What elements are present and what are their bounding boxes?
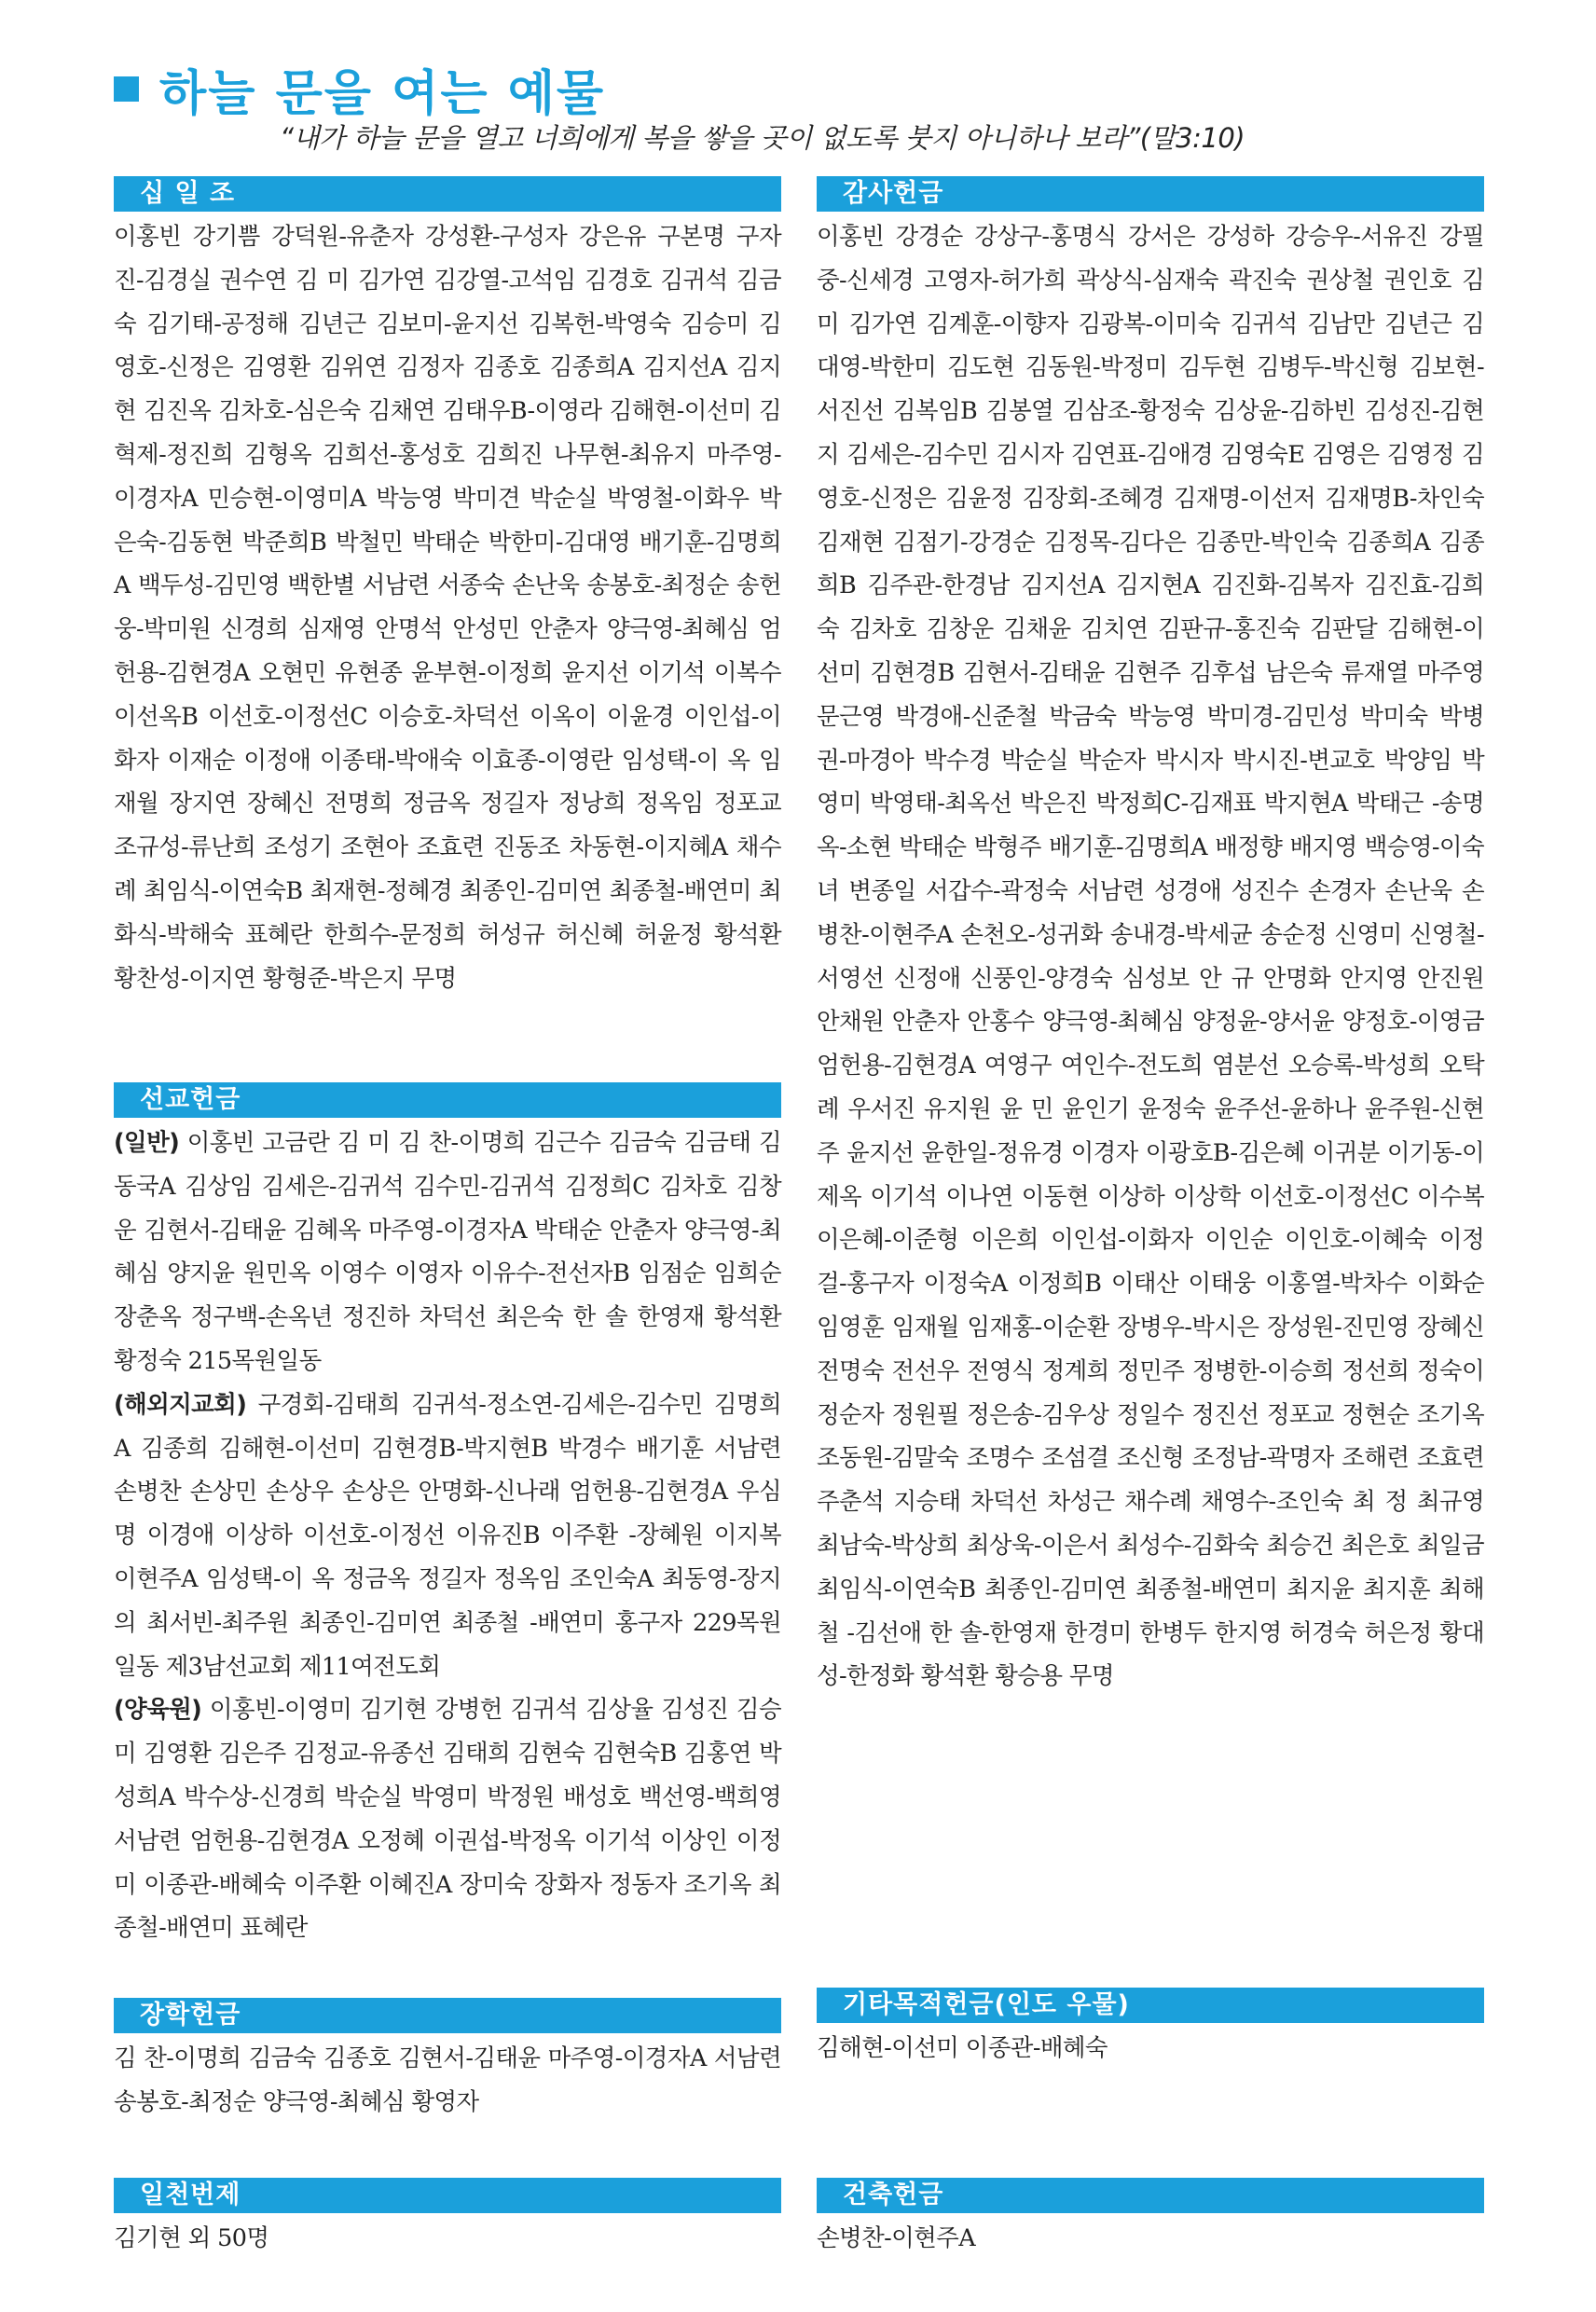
section-building-names: 손병찬-이현주A bbox=[817, 2224, 976, 2252]
title-square-icon bbox=[114, 76, 139, 102]
mission-tag-general: (일반) bbox=[114, 1129, 180, 1157]
bible-verse: “내가 하늘 문을 열고 너희에게 복을 쌓을 곳이 없도록 붓지 아니하나 보라”(말3:10) bbox=[280, 122, 1245, 154]
section-thousand-title: 일천번제 bbox=[114, 2178, 781, 2213]
section-tithe-names: 이홍빈 강기쁨 강덕원-유춘자 강성환-구성자 강은유 구본명 구자진-김경실 권수연 김 미 김가연 김강열-고석임 김경호 김귀석 김금숙 김기태-공정해 김년근 김보미-윤지선 김복헌-박영숙 김승미 김영호-신정은 김영환 김위연 김정자 김종호 김종희A 김지선A 김지현 김진옥 김차호-심은숙 김채연 김태우B-이영라 김해현-이선미 김혁제-정진희 김형옥 김희선-홍성호 김희진 나무현-최유지 마주영-이경자A 민승현-이영미A 박능영 박미견 박순실 박영철-이화우 박은숙-김동현 박준희B 박철민 박태순 박한미-김대영 배기훈-김명희A 백두성-김민영 백한별 서남련 서종숙 손난욱 송봉호-최정순 송헌웅-박미원 신경희 심재영 안명석 안성민 안춘자 양극영-최혜심 엄헌용-김현경A 오현민 유현종 윤부현-이정희 윤지선 이기석 이복수 이선옥B 이선호-이정선C 이승호-차덕선 이옥이 이윤경 이인섭-이화자 이재순 이정애 이종태-박애숙 이효종-이영란 임성택-이 옥 임재월 장지연 장혜신 전명희 정금옥 정길자 정낭희 정옥임 정포교 조규성-류난희 조성기 조현아 조효련 진동조 차동현-이지혜A 채수례 최임식-이연숙B 최재현-정혜경 최종인-김미연 최종철-배연미 최화식-박해숙 표혜란 한희수-문정희 허성규 허신혜 허윤정 황석환 황찬성-이지연 황형준-박은지 무명 bbox=[114, 223, 781, 993]
section-tithe-title: 십 일 조 bbox=[114, 176, 781, 212]
section-other-names: 김해현-이선미 이종관-배혜숙 bbox=[817, 2034, 1108, 2062]
mission-general-names: 이홍빈 고금란 김 미 김 찬-이명희 김근수 김금숙 김금태 김동국A 김상임 김세은-김귀석 김수민-김귀석 김정희C 김차호 김창운 김현서-김태윤 김혜옥 마주영-이경자A 박태순 안춘자 양극영-최혜심 양지윤 원민옥 이영수 이영자 이유수-전선자B 임점순 임희순 장춘옥 정구백-손옥년 정진하 차덕선 최은숙 한 솔 한영재 황석환 황정숙 215목원일동 bbox=[114, 1129, 781, 1375]
section-thanks bbox=[817, 176, 1484, 1699]
mission-paragraph-nurture bbox=[114, 1688, 781, 1950]
mission-nurture-names: 이홍빈-이영미 김기현 강병헌 김귀석 김상율 김성진 김승미 김영환 김은주 김정교-유종선 김태희 김현숙 김현숙B 김홍연 박성희A 박수상-신경희 박순실 박영미 박정원 배성호 백선영-백희영 서남련 엄헌용-김현경A 오정혜 이권섭-박정옥 이기석 이상인 이정미 이종관-배혜숙 이주환 이혜진A 장미숙 장화자 정동자 조기옥 최종철-배연미 표혜란 bbox=[114, 1696, 781, 1943]
mission-paragraph-general bbox=[114, 1122, 781, 1383]
section-thousand bbox=[114, 2178, 781, 2261]
section-mission bbox=[114, 1082, 781, 1950]
section-tithe bbox=[114, 176, 781, 1000]
section-other-title: 기타목적헌금(인도 우물) bbox=[817, 1988, 1484, 2023]
section-building-title: 건축헌금 bbox=[817, 2178, 1484, 2213]
mission-tag-overseas: (해외지교회) bbox=[114, 1390, 247, 1419]
section-other bbox=[817, 1988, 1484, 2071]
page-title bbox=[114, 56, 605, 121]
section-scholarship-names: 김 찬-이명희 김금숙 김종호 김현서-김태윤 마주영-이경자A 서남련 송봉호-최정순 양극영-최혜심 황영자 bbox=[114, 2044, 781, 2116]
section-thanks-names: 이홍빈 강경순 강상구-홍명식 강서은 강성하 강승우-서유진 강필중-신세경 고영자-허가희 곽상식-심재숙 곽진숙 권상철 권인호 김 미 김가연 김계훈-이향자 김광복-이미숙 김귀석 김남만 김년근 김대영-박한미 김도현 김동원-박정미 김두현 김병두-박신형 김보현-서진선 김복임B 김봉열 김삼조-황정숙 김상윤-김하빈 김성진-김현지 김세은-김수민 김시자 김연표-김애경 김영숙E 김영은 김영정 김영호-신정은 김윤정 김장회-조혜경 김재명-이선저 김재명B-차인숙 김재현 김점기-강경순 김정목-김다은 김종만-박인숙 김종희A 김종희B 김주관-한경남 김지선A 김지현A 김진화-김복자 김진효-김희숙 김차호 김창운 김채윤 김치연 김판규-홍진숙 김판달 김해현-이선미 김현경B 김현서-김태윤 김현주 김후섭 남은숙 류재열 마주영 문근영 박경애-신준철 박금숙 박능영 박미경-김민성 박미숙 박병권-마경아 박수경 박순실 박순자 박시자 박시진-변교호 박양임 박영미 박영태-최옥선 박은진 박정희C-김재표 박지현A 박태근 -송명옥-소현 박태순 박형주 배기훈-김명희A 배정향 배지영 백승영-이숙녀 변종일 서갑수-곽정숙 서남련 성경애 성진수 손경자 손난욱 손병찬-이현주A 손천오-성귀화 송내경-박세균 송순정 신영미 신영철-서영선 신정애 신풍인-양경숙 심성보 안 규 안명화 안지영 안진원 안채원 안춘자 안홍수 양극영-최혜심 양정윤-양서윤 양정호-이영금 엄헌용-김현경A 여영구 여인수-전도희 염분선 오승록-박성희 오탁례 우서진 유지원 윤 민 윤인기 윤정숙 윤주선-윤하나 윤주원-신현주 윤지선 윤한일-정유경 이경자 이광호B-김은혜 이귀분 이기동-이제옥 이기석 이나연 이동현 이상하 이상학 이선호-이정선C 이수복 이은혜-이준형 이은희 이인섭-이화자 이인순 이인호-이혜숙 이정걸-홍구자 이정숙A 이정희B 이태산 이태웅 이홍열-박차수 이화순 임영훈 임재월 임재홍-이순환 장병우-박시은 장성원-진민영 장혜신 전명숙 전선우 전영식 정계희 정민주 정병한-이승희 정선희 정숙이 정순자 정원필 정은송-김우상 정일수 정진선 정포교 정현순 조기옥 조동원-김말숙 조명수 조섬결 조신형 조정남-곽명자 조해련 조효련 주춘석 지승태 차덕선 차성근 채수례 채영수-조인숙 최 정 최규영 최남숙-박상희 최상욱-이은서 최성수-김화숙 최승건 최은호 최일금 최임식-이연숙B 최종인-김미연 최종철-배연미 최지윤 최지훈 최해철 -김선애 한 솔-한영재 한경미 한병두 한지영 허경숙 허은정 황대성-한정화 황석환 황승용 무명 bbox=[817, 223, 1484, 1691]
section-mission-title: 선교헌금 bbox=[114, 1082, 781, 1118]
page-title-text: 하늘 문을 여는 예물 bbox=[159, 65, 606, 122]
mission-tag-nurture: (양육원) bbox=[114, 1696, 202, 1725]
section-thanks-title: 감사헌금 bbox=[817, 176, 1484, 212]
section-mission-body bbox=[114, 1122, 781, 1950]
mission-paragraph-overseas bbox=[114, 1383, 781, 1689]
section-thousand-names: 김기현 외 50명 bbox=[114, 2224, 269, 2252]
section-scholarship bbox=[114, 1998, 781, 2125]
mission-overseas-names: 구경회-김태희 김귀석-정소연-김세은-김수민 김명희A 김종희 김해현-이선미 김현경B-박지현B 박경수 배기훈 서남련 손병찬 손상민 손상우 손상은 안명화-신나래 엄헌용-김현경A 우심명 이경애 이상하 이선호-이정선 이유진B 이주환 -장혜원 이지복 이현주A 임성택-이 옥 정금옥 정길자 정옥임 조인숙A 최동영-장지의 최서빈-최주원 최종인-김미연 최종철 -배연미 홍구자 229목원일동 제3남선교회 제11여전도회 bbox=[114, 1390, 781, 1681]
section-building bbox=[817, 2178, 1484, 2261]
section-scholarship-title: 장학헌금 bbox=[114, 1998, 781, 2033]
